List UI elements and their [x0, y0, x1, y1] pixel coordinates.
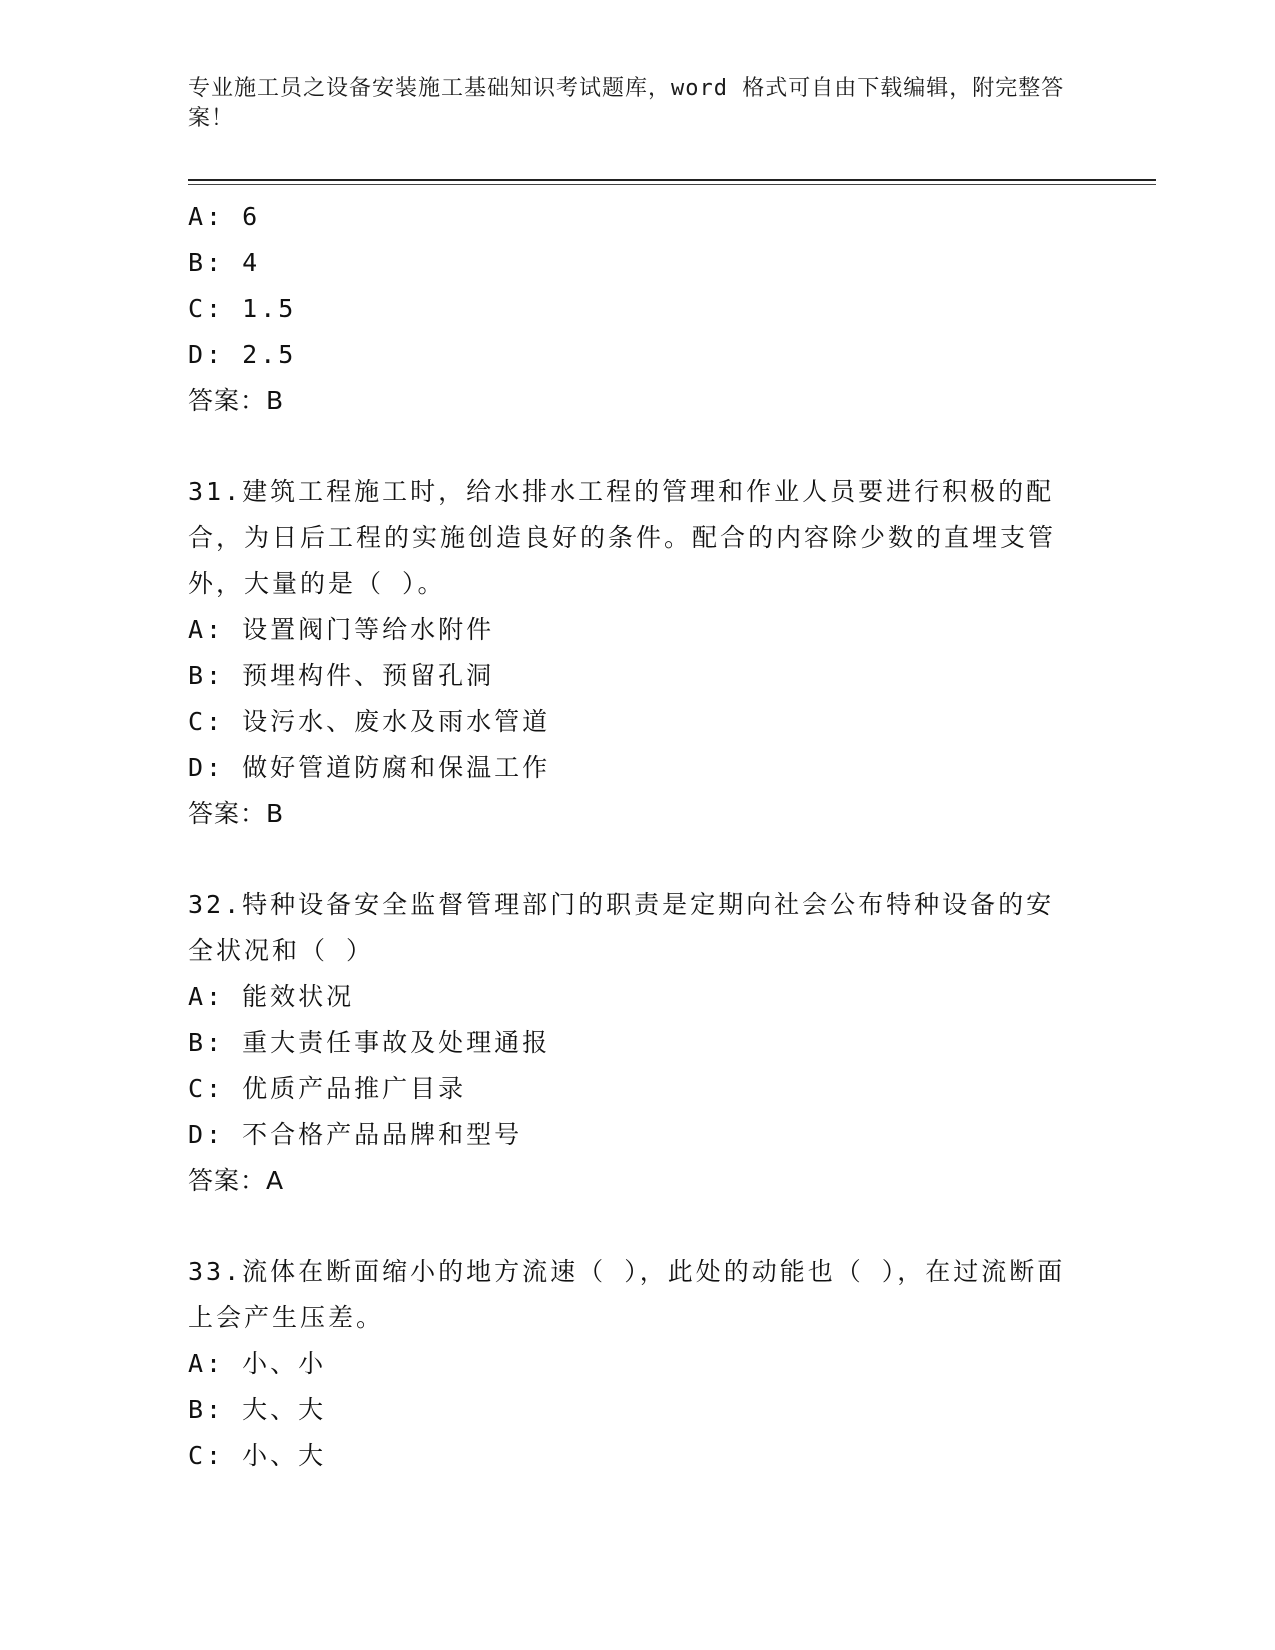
question-block-31: [188, 469, 1088, 837]
header-divider: [188, 179, 1156, 181]
spacer: [188, 837, 1088, 882]
spacer: [188, 424, 1088, 469]
option-b: B: 重大责任事故及处理通报: [188, 1028, 551, 1057]
question-stem: 32.特种设备安全监督管理部门的职责是定期向社会公布特种设备的安全状况和（ ）: [188, 890, 1055, 965]
option-c: C: 优质产品推广目录: [188, 1074, 467, 1103]
option-a: A: 6: [188, 202, 261, 231]
option-b: B: 预埋构件、预留孔洞: [188, 661, 495, 690]
answer-line: 答案：A: [188, 1166, 285, 1195]
header-divider-thin: [188, 184, 1156, 185]
question-stem: 31.建筑工程施工时，给水排水工程的管理和作业人员要进行积极的配合，为日后工程的实施创造良好的条件。配合的内容除少数的直埋支管外，大量的是（ ）。: [188, 477, 1057, 598]
option-c: C: 1.5: [188, 294, 297, 323]
answer-line: 答案：B: [188, 799, 285, 828]
answer-line: 答案：B: [188, 386, 285, 415]
question-list: [188, 194, 1088, 1479]
document-header: 专业施工员之设备安装施工基础知识考试题库，word 格式可自由下载编辑，附完整答案！: [188, 76, 1065, 131]
option-a: A: 设置阀门等给水附件: [188, 615, 495, 644]
question-block-33: [188, 1249, 1088, 1479]
question-block-32: [188, 882, 1088, 1204]
spacer: [188, 1204, 1088, 1249]
option-a: A: 小、小: [188, 1349, 327, 1378]
option-b: B: 大、大: [188, 1395, 327, 1424]
option-d: D: 不合格产品品牌和型号: [188, 1120, 523, 1149]
option-d: D: 2.5: [188, 340, 297, 369]
option-b: B: 4: [188, 248, 261, 277]
question-stem: 33.流体在断面缩小的地方流速（ ），此处的动能也（ ），在过流断面上会产生压差。: [188, 1257, 1066, 1332]
option-a: A: 能效状况: [188, 982, 355, 1011]
option-c: C: 设污水、废水及雨水管道: [188, 707, 551, 736]
question-block-prev: [188, 194, 1088, 424]
option-d: D: 做好管道防腐和保温工作: [188, 753, 551, 782]
option-c: C: 小、大: [188, 1441, 327, 1470]
